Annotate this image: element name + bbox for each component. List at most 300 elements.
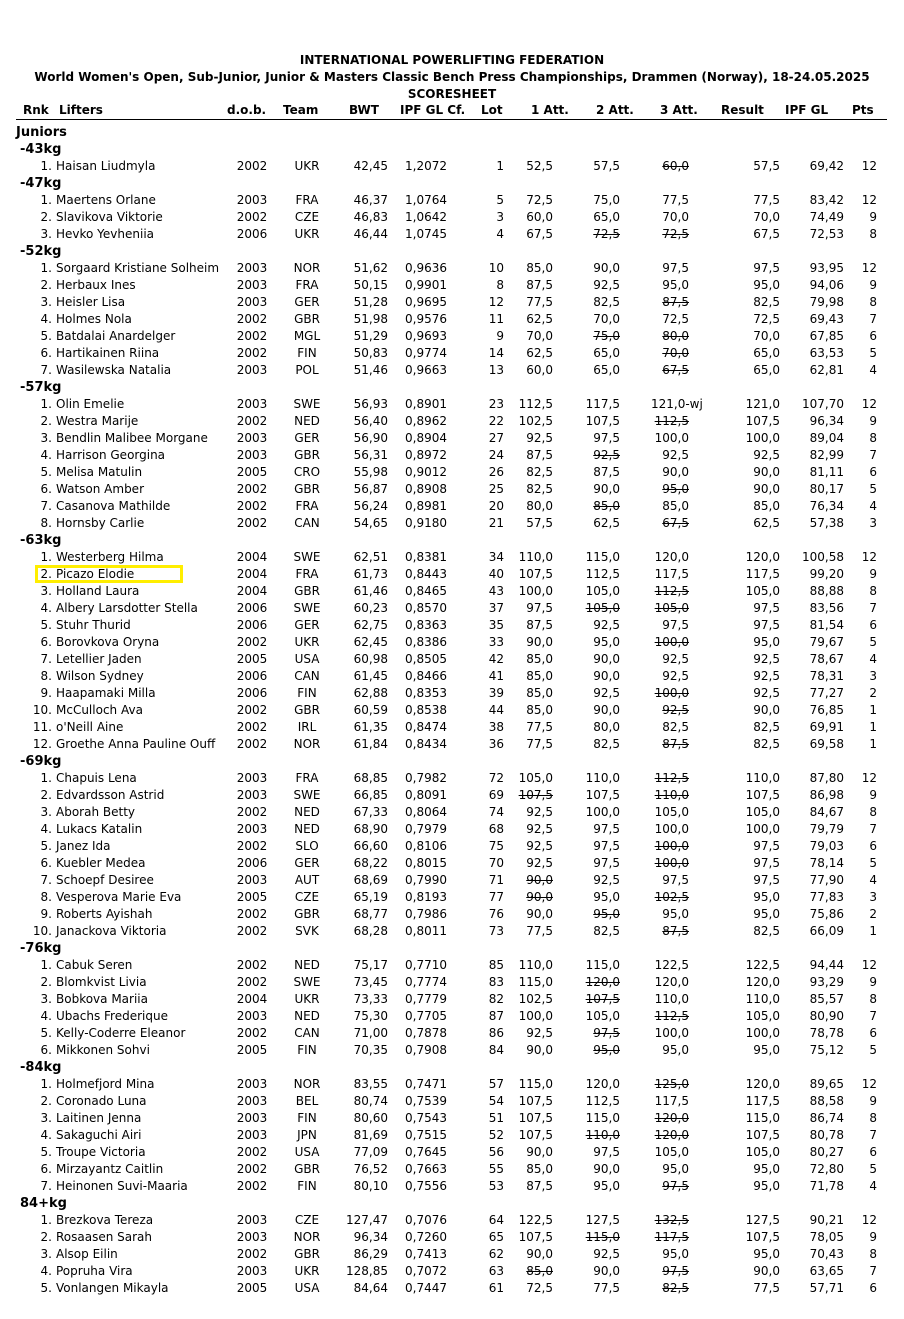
attempt-2-cell: 97,5 [593, 1026, 620, 1040]
division-label: Juniors [16, 125, 67, 140]
category-label: -76kg [20, 941, 62, 956]
coefficient-cell: 0,8363 [405, 618, 447, 632]
dob-cell: 2002 [236, 312, 268, 326]
table-row [0, 634, 904, 651]
result-cell: 65,0 [753, 363, 780, 377]
lifter-name: Westra Marije [56, 414, 139, 428]
attempt-3-cell: 82,5 [662, 720, 689, 734]
bwt-cell: 71,00 [353, 1026, 388, 1040]
lifter-name: Maertens Orlane [56, 193, 156, 207]
ipf-gl-cell: 70,43 [809, 1247, 844, 1261]
lifter-name: Letellier Jaden [56, 652, 142, 666]
result-cell: 97,5 [753, 856, 780, 870]
attempt-2-cell: 75,0 [593, 193, 620, 207]
ipf-gl-cell: 80,17 [809, 482, 844, 496]
ipf-gl-cell: 66,09 [809, 924, 844, 938]
attempt-1-cell: 107,5 [518, 1111, 553, 1125]
team-cell: FRA [295, 193, 319, 207]
table-row [0, 583, 904, 600]
attempt-3-cell: 97,5 [662, 1264, 689, 1278]
team-cell: CAN [294, 1026, 320, 1040]
rank-cell: 1. [40, 397, 52, 411]
dob-cell: 2003 [236, 822, 268, 836]
coefficient-cell: 0,7908 [405, 1043, 447, 1057]
result-cell: 107,5 [745, 414, 780, 428]
attempt-1-cell: 102,5 [518, 992, 553, 1006]
table-row [0, 192, 904, 209]
ipf-gl-cell: 69,42 [809, 159, 844, 173]
ipf-gl-cell: 63,65 [809, 1264, 844, 1278]
result-cell: 95,0 [753, 1162, 780, 1176]
attempt-2-cell: 115,0 [585, 958, 620, 972]
ipf-gl-cell: 69,58 [809, 737, 844, 751]
lifter-name: Schoepf Desiree [56, 873, 154, 887]
attempt-2-cell: 80,0 [593, 720, 620, 734]
team-cell: GBR [294, 907, 320, 921]
points-cell: 9 [869, 1230, 877, 1244]
result-cell: 127,5 [745, 1213, 780, 1227]
attempt-2-cell: 120,0 [585, 1077, 620, 1091]
bwt-cell: 65,19 [353, 890, 388, 904]
points-cell: 6 [869, 465, 877, 479]
table-row [0, 430, 904, 447]
lot-cell: 57 [488, 1077, 504, 1091]
ipf-gl-cell: 88,88 [809, 584, 844, 598]
bwt-cell: 127,47 [346, 1213, 388, 1227]
attempt-3-cell: 95,0 [662, 278, 689, 292]
table-row [0, 923, 904, 940]
attempt-1-cell: 90,0 [526, 1145, 553, 1159]
table-row [0, 464, 904, 481]
bwt-cell: 56,90 [353, 431, 388, 445]
attempt-3-cell: 92,5 [662, 448, 689, 462]
bwt-cell: 68,28 [353, 924, 388, 938]
rank-cell: 4. [40, 1009, 52, 1023]
rank-cell: 9. [40, 686, 52, 700]
rank-cell: 9. [40, 907, 52, 921]
team-cell: NOR [293, 737, 321, 751]
table-row [0, 974, 904, 991]
result-cell: 95,0 [753, 635, 780, 649]
ipf-gl-cell: 78,67 [809, 652, 844, 666]
coefficient-cell: 1,0764 [405, 193, 447, 207]
coefficient-cell: 0,8193 [405, 890, 447, 904]
ipf-gl-cell: 76,85 [809, 703, 844, 717]
dob-cell: 2005 [236, 652, 268, 666]
team-cell: NOR [293, 261, 321, 275]
result-cell: 65,0 [753, 346, 780, 360]
result-cell: 117,5 [745, 1094, 780, 1108]
dob-cell: 2003 [236, 771, 268, 785]
dob-cell: 2006 [236, 601, 268, 615]
attempt-2-cell: 90,0 [593, 1162, 620, 1176]
lot-cell: 26 [488, 465, 504, 479]
points-cell: 4 [869, 1179, 877, 1193]
result-cell: 117,5 [745, 567, 780, 581]
column-header-row [0, 103, 904, 120]
result-cell: 120,0 [745, 550, 780, 564]
lot-cell: 44 [488, 703, 504, 717]
attempt-3-cell: 72,5 [662, 312, 689, 326]
lot-cell: 40 [488, 567, 504, 581]
lot-cell: 56 [488, 1145, 504, 1159]
attempt-3-cell: 97,5 [662, 873, 689, 887]
attempt-2-cell: 92,5 [593, 278, 620, 292]
ipf-gl-cell: 83,56 [809, 601, 844, 615]
rank-cell: 1. [40, 159, 52, 173]
coefficient-cell: 0,8972 [405, 448, 447, 462]
dob-cell: 2002 [236, 907, 268, 921]
dob-cell: 2005 [236, 890, 268, 904]
attempt-1-cell: 92,5 [526, 805, 553, 819]
category-row [0, 141, 904, 158]
table-row [0, 209, 904, 226]
team-cell: GER [294, 856, 320, 870]
result-cell: 95,0 [753, 1247, 780, 1261]
points-cell: 8 [869, 805, 877, 819]
attempt-3-cell: 67,5 [662, 516, 689, 530]
lifter-name: Olin Emelie [56, 397, 125, 411]
lifter-name: Hevko Yevheniia [56, 227, 155, 241]
table-row [0, 498, 904, 515]
dob-cell: 2002 [236, 346, 268, 360]
team-cell: BEL [295, 1094, 319, 1108]
rank-cell: 10. [32, 703, 52, 717]
table-row [0, 1144, 904, 1161]
attempt-3-cell: 92,5 [662, 703, 689, 717]
table-row [0, 651, 904, 668]
lot-cell: 25 [488, 482, 504, 496]
lifter-name: Mirzayantz Caitlin [56, 1162, 164, 1176]
ipf-gl-cell: 57,38 [809, 516, 844, 530]
ipf-gl-cell: 96,34 [809, 414, 844, 428]
lot-cell: 55 [488, 1162, 504, 1176]
lot-cell: 13 [488, 363, 504, 377]
attempt-1-cell: 115,0 [518, 1077, 553, 1091]
ipf-gl-cell: 67,85 [809, 329, 844, 343]
bwt-cell: 62,75 [353, 618, 388, 632]
bwt-cell: 75,30 [353, 1009, 388, 1023]
attempt-2-cell: 107,5 [585, 992, 620, 1006]
rank-cell: 6. [40, 1162, 52, 1176]
attempt-1-cell: 90,0 [526, 1247, 553, 1261]
attempt-2-cell: 72,5 [593, 227, 620, 241]
bwt-cell: 68,77 [353, 907, 388, 921]
col-dob: d.o.b. [227, 103, 267, 117]
col-team: Team [283, 103, 319, 117]
result-cell: 77,5 [753, 1281, 780, 1295]
attempt-3-cell: 67,5 [662, 363, 689, 377]
table-row [0, 1263, 904, 1280]
table-row [0, 821, 904, 838]
attempt-2-cell: 92,5 [593, 873, 620, 887]
points-cell: 12 [861, 771, 877, 785]
lifter-name: Haapamaki Milla [56, 686, 156, 700]
attempt-1-cell: 92,5 [526, 822, 553, 836]
dob-cell: 2004 [236, 550, 268, 564]
lifter-name: Slavikova Viktorie [56, 210, 163, 224]
team-cell: GER [294, 618, 320, 632]
points-cell: 7 [869, 312, 877, 326]
result-cell: 120,0 [745, 975, 780, 989]
rank-cell: 1. [40, 550, 52, 564]
attempt-3-cell: 122,5 [654, 958, 689, 972]
attempt-1-cell: 80,0 [526, 499, 553, 513]
dob-cell: 2004 [236, 584, 268, 598]
lot-cell: 38 [488, 720, 504, 734]
dob-cell: 2002 [236, 839, 268, 853]
lot-cell: 20 [488, 499, 504, 513]
dob-cell: 2003 [236, 1094, 268, 1108]
attempt-3-cell: 132,5 [654, 1213, 689, 1227]
rank-cell: 7. [40, 1179, 52, 1193]
dob-cell: 2006 [236, 669, 268, 683]
lot-cell: 27 [488, 431, 504, 445]
lot-cell: 42 [488, 652, 504, 666]
bwt-cell: 128,85 [346, 1264, 388, 1278]
ipf-gl-cell: 100,58 [802, 550, 844, 564]
points-cell: 12 [861, 1213, 877, 1227]
ipf-gl-cell: 63,53 [809, 346, 844, 360]
attempt-2-cell: 77,5 [593, 1281, 620, 1295]
attempt-2-cell: 120,0 [585, 975, 620, 989]
attempt-3-cell: 97,5 [662, 261, 689, 275]
bwt-cell: 46,83 [353, 210, 388, 224]
team-cell: GBR [294, 584, 320, 598]
bwt-cell: 62,51 [353, 550, 388, 564]
attempt-1-cell: 87,5 [526, 618, 553, 632]
coefficient-cell: 0,7260 [405, 1230, 447, 1244]
coefficient-cell: 0,7076 [405, 1213, 447, 1227]
points-cell: 7 [869, 1264, 877, 1278]
points-cell: 12 [861, 1077, 877, 1091]
dob-cell: 2002 [236, 924, 268, 938]
attempt-2-cell: 97,5 [593, 856, 620, 870]
coefficient-cell: 0,9663 [405, 363, 447, 377]
coefficient-cell: 0,7663 [405, 1162, 447, 1176]
coefficient-cell: 1,0745 [405, 227, 447, 241]
result-cell: 100,0 [745, 431, 780, 445]
result-cell: 105,0 [745, 805, 780, 819]
dob-cell: 2005 [236, 465, 268, 479]
attempt-2-cell: 90,0 [593, 652, 620, 666]
lifter-name: o'Neill Aine [56, 720, 124, 734]
rank-cell: 7. [40, 499, 52, 513]
coefficient-cell: 0,9693 [405, 329, 447, 343]
ipf-gl-cell: 72,80 [809, 1162, 844, 1176]
bwt-cell: 50,83 [353, 346, 388, 360]
attempt-1-cell: 72,5 [526, 1281, 553, 1295]
dob-cell: 2006 [236, 686, 268, 700]
coefficient-cell: 0,8538 [405, 703, 447, 717]
ipf-gl-cell: 93,95 [809, 261, 844, 275]
table-row [0, 396, 904, 413]
team-cell: SVK [295, 924, 319, 938]
table-row [0, 1161, 904, 1178]
col-gl: IPF GL [785, 103, 829, 117]
result-cell: 97,5 [753, 618, 780, 632]
dob-cell: 2003 [236, 1213, 268, 1227]
attempt-3-cell: 100,0 [654, 431, 689, 445]
points-cell: 8 [869, 1111, 877, 1125]
team-cell: NED [294, 805, 320, 819]
coefficient-cell: 0,9576 [405, 312, 447, 326]
dob-cell: 2006 [236, 227, 268, 241]
attempt-2-cell: 110,0 [585, 771, 620, 785]
points-cell: 5 [869, 346, 877, 360]
lot-cell: 76 [488, 907, 504, 921]
team-cell: SWE [293, 550, 321, 564]
result-cell: 82,5 [753, 720, 780, 734]
attempt-3-cell: 70,0 [662, 210, 689, 224]
lifter-name: Watson Amber [56, 482, 145, 496]
team-cell: GBR [294, 312, 320, 326]
lot-cell: 61 [488, 1281, 504, 1295]
table-row [0, 702, 904, 719]
rank-cell: 2. [40, 210, 52, 224]
rank-cell: 3. [40, 295, 52, 309]
lifter-name: McCulloch Ava [56, 703, 143, 717]
attempt-3-cell: 100,0 [654, 635, 689, 649]
ipf-gl-cell: 94,06 [809, 278, 844, 292]
points-cell: 5 [869, 482, 877, 496]
points-cell: 12 [861, 261, 877, 275]
table-row [0, 1229, 904, 1246]
category-row [0, 1059, 904, 1076]
bwt-cell: 60,59 [353, 703, 388, 717]
bwt-cell: 54,65 [353, 516, 388, 530]
attempt-1-cell: 85,0 [526, 669, 553, 683]
col-result: Result [721, 103, 764, 117]
team-cell: USA [294, 1281, 320, 1295]
attempt-3-cell: 87,5 [662, 295, 689, 309]
lot-cell: 64 [488, 1213, 504, 1227]
table-row [0, 719, 904, 736]
ipf-gl-cell: 84,67 [809, 805, 844, 819]
result-cell: 62,5 [753, 516, 780, 530]
coefficient-cell: 0,7990 [405, 873, 447, 887]
team-cell: SLO [295, 839, 319, 853]
points-cell: 7 [869, 822, 877, 836]
lot-cell: 24 [488, 448, 504, 462]
table-row [0, 549, 904, 566]
attempt-3-cell: 100,0 [654, 686, 689, 700]
rank-cell: 3. [40, 805, 52, 819]
coefficient-cell: 0,7471 [405, 1077, 447, 1091]
attempt-1-cell: 60,0 [526, 210, 553, 224]
coefficient-cell: 0,7072 [405, 1264, 447, 1278]
lifter-name: Alsop Eilin [56, 1247, 118, 1261]
attempt-3-cell: 120,0 [654, 975, 689, 989]
attempt-3-cell: 95,0 [662, 907, 689, 921]
lot-cell: 82 [488, 992, 504, 1006]
table-row [0, 481, 904, 498]
col-att1: 1 Att. [531, 103, 569, 117]
col-lot: Lot [481, 103, 503, 117]
attempt-2-cell: 117,5 [585, 397, 620, 411]
rank-cell: 4. [40, 822, 52, 836]
attempt-1-cell: 85,0 [526, 686, 553, 700]
points-cell: 3 [869, 890, 877, 904]
lifter-name: Roberts Ayishah [56, 907, 153, 921]
attempt-3-cell: 120,0 [654, 550, 689, 564]
lifter-name: Holland Laura [56, 584, 140, 598]
attempt-1-cell: 90,0 [526, 1043, 553, 1057]
team-cell: NED [294, 822, 320, 836]
result-cell: 92,5 [753, 652, 780, 666]
rank-cell: 1. [40, 193, 52, 207]
result-cell: 122,5 [745, 958, 780, 972]
bwt-cell: 73,33 [353, 992, 388, 1006]
rank-cell: 12. [32, 737, 52, 751]
attempt-1-cell: 102,5 [518, 414, 553, 428]
attempt-1-cell: 72,5 [526, 193, 553, 207]
category-label: -52kg [20, 244, 62, 259]
ipf-gl-cell: 62,81 [809, 363, 844, 377]
lifter-name: Mikkonen Sohvi [56, 1043, 150, 1057]
lifter-name: Groethe Anna Pauline Ouff [56, 737, 216, 751]
dob-cell: 2005 [236, 1043, 268, 1057]
lot-cell: 72 [488, 771, 504, 785]
team-cell: GER [294, 431, 320, 445]
bwt-cell: 67,33 [353, 805, 388, 819]
ipf-gl-cell: 81,11 [809, 465, 844, 479]
coefficient-cell: 0,8981 [405, 499, 447, 513]
attempt-3-cell: 87,5 [662, 737, 689, 751]
attempt-2-cell: 92,5 [593, 618, 620, 632]
rank-cell: 2. [40, 414, 52, 428]
points-cell: 9 [869, 414, 877, 428]
points-cell: 9 [869, 210, 877, 224]
team-cell: CZE [294, 1213, 320, 1227]
table-row [0, 617, 904, 634]
result-cell: 92,5 [753, 669, 780, 683]
lifter-name: Edvardsson Astrid [56, 788, 165, 802]
points-cell: 7 [869, 1009, 877, 1023]
team-cell: FIN [297, 1043, 317, 1057]
dob-cell: 2002 [236, 703, 268, 717]
bwt-cell: 60,23 [353, 601, 388, 615]
table-row [0, 838, 904, 855]
attempt-2-cell: 127,5 [585, 1213, 620, 1227]
bwt-cell: 66,85 [353, 788, 388, 802]
team-cell: UKR [294, 1264, 320, 1278]
attempt-2-cell: 92,5 [593, 448, 620, 462]
bwt-cell: 56,24 [353, 499, 388, 513]
attempt-3-cell: 105,0 [654, 1145, 689, 1159]
category-label: -84kg [20, 1060, 62, 1075]
dob-cell: 2002 [236, 805, 268, 819]
points-cell: 8 [869, 295, 877, 309]
dob-cell: 2002 [236, 1179, 268, 1193]
lifter-name: Batdalai Anardelger [56, 329, 176, 343]
result-cell: 92,5 [753, 686, 780, 700]
coefficient-cell: 0,8962 [405, 414, 447, 428]
team-cell: CZE [294, 210, 320, 224]
ipf-gl-cell: 89,04 [809, 431, 844, 445]
result-cell: 100,0 [745, 1026, 780, 1040]
lifter-name: Sorgaard Kristiane Solheim [56, 261, 220, 275]
dob-cell: 2004 [236, 992, 268, 1006]
table-row [0, 872, 904, 889]
table-row [0, 1025, 904, 1042]
rank-cell: 2. [40, 278, 52, 292]
lifter-name: Stuhr Thurid [56, 618, 131, 632]
team-cell: GBR [294, 1162, 320, 1176]
attempt-3-cell: 70,0 [662, 346, 689, 360]
rank-cell: 8. [40, 890, 52, 904]
coefficient-cell: 0,8901 [405, 397, 447, 411]
